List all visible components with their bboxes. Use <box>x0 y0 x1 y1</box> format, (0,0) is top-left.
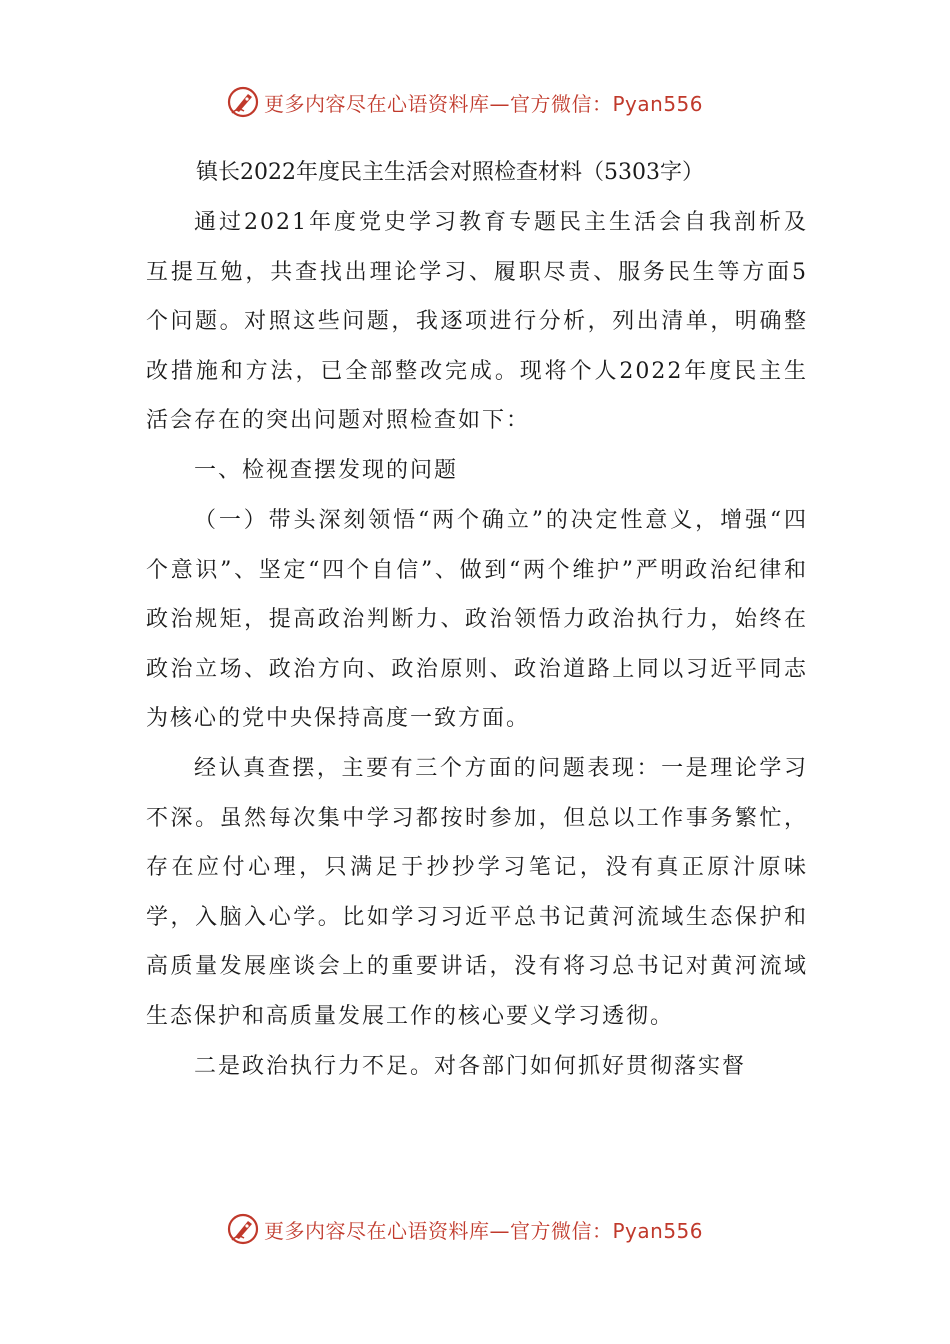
intro-paragraph: 通过2021年度党史学习教育专题民主生活会自我剖析及互提互勉，共查找出理论学习、履职尽责、服务民生等方面5个问题。对照这些问题，我逐项进行分析，列出清单，明确整改措施和方法，已全部整改完成。现将个人2022年度民主生活会存在的突出问题对照检查如下： <box>146 210 808 434</box>
watermark-text: 更多内容尽在心语资料库—官方微信：Pyan556 <box>264 1218 704 1243</box>
pen-nib-logo-icon <box>226 85 260 119</box>
document-body <box>146 148 808 1091</box>
section-heading: 一、检视查摆发现的问题 <box>194 457 459 483</box>
watermark-banner-bottom <box>226 1209 746 1249</box>
pen-nib-logo-icon <box>226 1212 260 1246</box>
subsection-paragraph: （一）带头深刻领悟“两个确立”的决定性意义，增强“四个意识”、坚定“四个自信”、做到“两个维护”严明政治纪律和政治规矩，提高政治判断力、政治领悟力政治执行力，始终在政治立场、政治方向、政治原则、政治道路上同以习近平同志为核心的党中央保持高度一致方面。 <box>146 507 808 732</box>
watermark-banner-top <box>226 82 746 122</box>
issue-paragraph-2: 二是政治执行力不足。对各部门如何抓好贯彻落实督 <box>194 1053 747 1079</box>
document-title: 镇长2022年度民主生活会对照检查材料（5303字） <box>196 160 704 185</box>
watermark-text: 更多内容尽在心语资料库—官方微信：Pyan556 <box>264 91 704 116</box>
issue-paragraph-1: 经认真查摆，主要有三个方面的问题表现：一是理论学习不深。虽然每次集中学习都按时参加，但总以工作事务繁忙，存在应付心理，只满足于抄抄学习笔记，没有真正原汁原味学，入脑入心学。比如学习习近平总书记黄河流域生态保护和高质量发展座谈会上的重要讲话，没有将习总书记对黄河流域生态保护和高质量发展工作的核心要义学习透彻。 <box>146 755 808 1029</box>
